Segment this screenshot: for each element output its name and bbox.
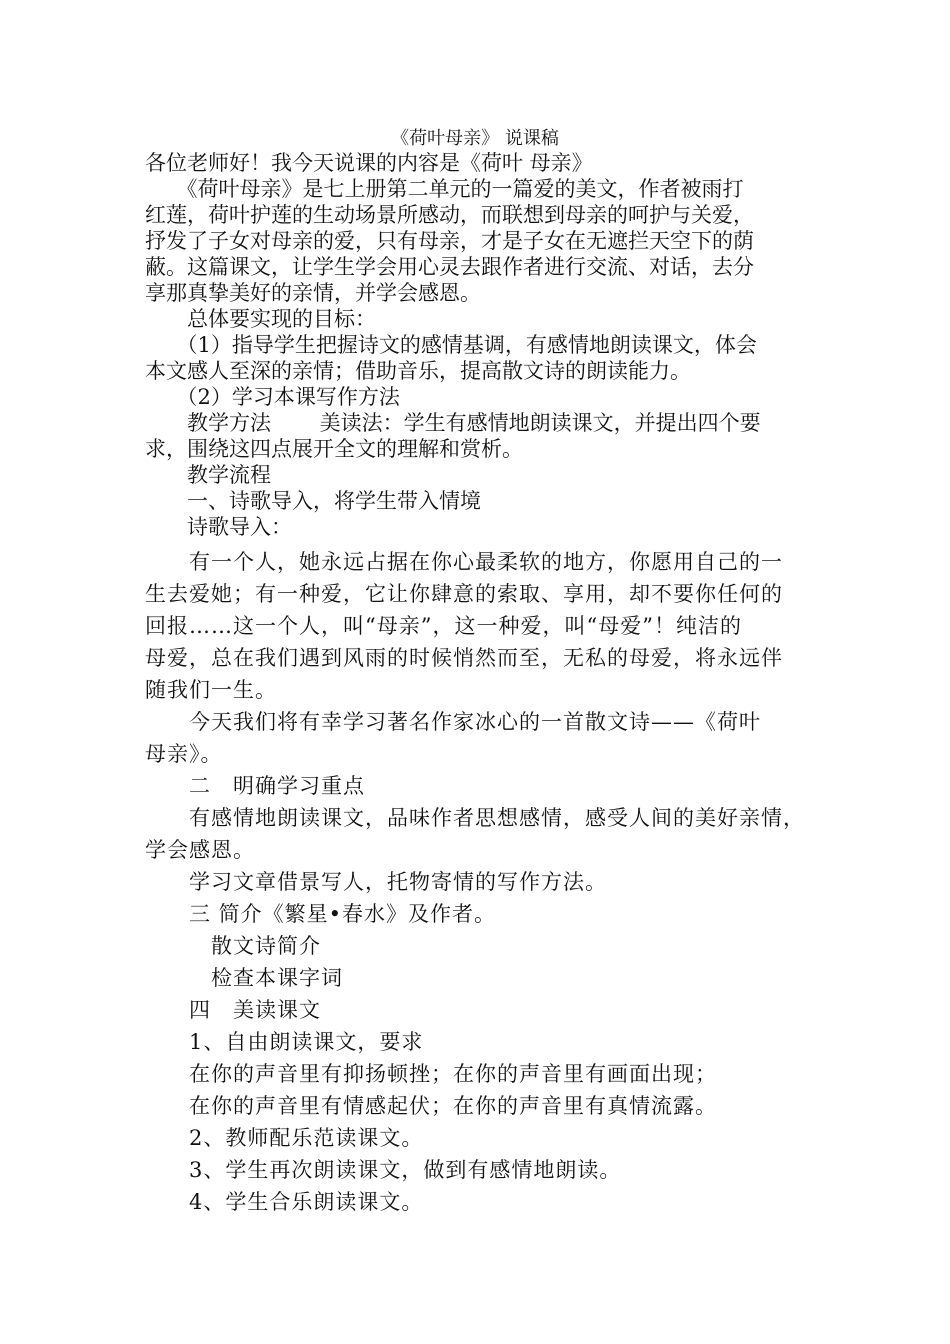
text-line: 一、诗歌导入，将学生带入情境 (145, 489, 481, 513)
text-line: 2、教师配乐范读课文。 (145, 1126, 424, 1150)
text-line: 散文诗简介 (145, 934, 321, 958)
text-line: 有感情地朗读课文，品味作者思想感情，感受人间的美好亲情， (145, 806, 805, 830)
text-line: 二 明确学习重点 (145, 774, 365, 798)
text-line: 3、学生再次朗读课文，做到有感情地朗读。 (145, 1158, 622, 1182)
text-line: 求，围绕这四点展开全文的理解和赏析。 (145, 437, 523, 461)
text-line: 生去爱她；有一种爱，它让你肆意的索取、享用，却不要你任何的 (145, 582, 783, 606)
text-line: 4、学生合乐朗读课文。 (145, 1190, 424, 1214)
text-line: 检查本课字词 (145, 966, 343, 990)
text-line: 母亲》。 (145, 742, 223, 766)
text-line: 享那真挚美好的亲情，并学会感恩。 (145, 281, 481, 305)
text-line: 本文感人至深的亲情；借助音乐，提高散文诗的朗读能力。 (145, 359, 691, 383)
text-line: 1、自由朗读课文，要求 (145, 1030, 424, 1054)
text-line: 各位老师好！我今天说课的内容是《荷叶 母亲》 (145, 151, 593, 175)
text-line: 母爱，总在我们遇到风雨的时候悄然而至，无私的母爱，将永远伴 (145, 646, 783, 670)
text-line: （2）学习本课写作方法 (145, 385, 400, 409)
text-line: 在你的声音里有情感起伏；在你的声音里有真情流露。 (145, 1094, 717, 1118)
text-line: 有一个人，她永远占据在你心最柔软的地方，你愿用自己的一 (145, 550, 783, 574)
text-line: 在你的声音里有抑扬顿挫；在你的声音里有画面出现； (145, 1062, 717, 1086)
text-line: 红莲，荷叶护莲的生动场景所感动，而联想到母亲的呵护与关爱， (145, 203, 754, 227)
text-line: 四 美读课文 (145, 998, 321, 1022)
text-line: 学会感恩。 (145, 838, 255, 862)
text-line: 随我们一生。 (145, 678, 277, 702)
document-title: 《荷叶母亲》 说课稿 (391, 128, 559, 149)
text-line: 学习文章借景写人，托物寄情的写作方法。 (145, 870, 607, 894)
text-line: 回报……这一个人，叫“母亲”，这一种爱，叫“母爱”！纯洁的 (145, 614, 742, 638)
text-line: 诗歌导入： (145, 515, 292, 539)
text-line: 抒发了子女对母亲的爱，只有母亲，才是子女在无遮拦天空下的荫 (145, 229, 754, 253)
text-line: 今天我们将有幸学习著名作家冰心的一首散文诗——《荷叶 (145, 710, 761, 734)
text-line: 总体要实现的目标： (145, 307, 376, 331)
text-line: 《荷叶母亲》是七上册第二单元的一篇爱的美文，作者被雨打 (145, 177, 744, 201)
text-line: 三 简介《繁星•春水》及作者。 (145, 902, 497, 926)
text-line: 教学流程 (145, 463, 271, 487)
text-line: 蔽。这篇课文，让学生学会用心灵去跟作者进行交流、对话，去分 (145, 255, 754, 279)
text-line: （1）指导学生把握诗文的感情基调，有感情地朗读课文，体会 (145, 333, 757, 357)
text-line: 教学方法 美读法：学生有感情地朗读课文，并提出四个要 (145, 411, 761, 435)
